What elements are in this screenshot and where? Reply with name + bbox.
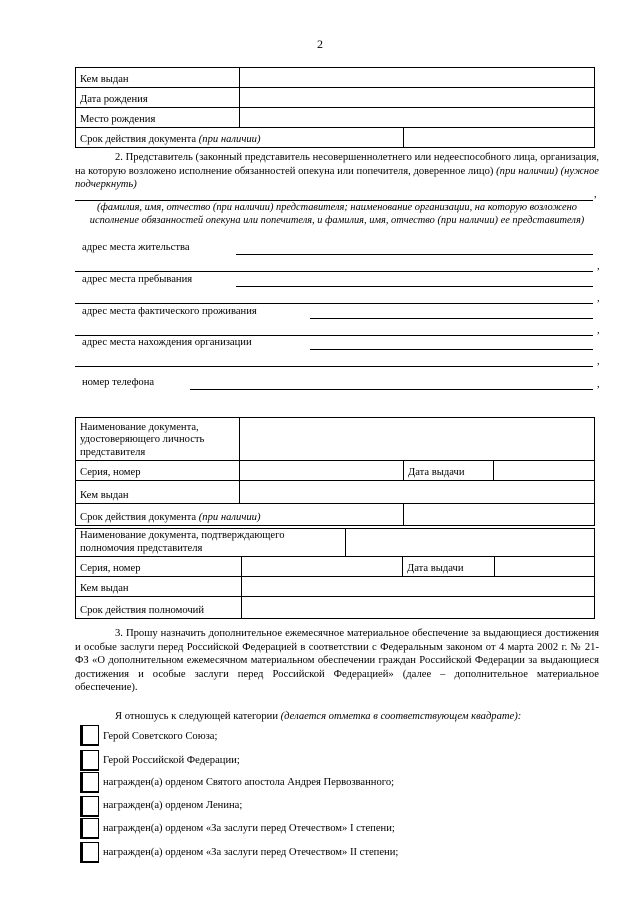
birth-place-field[interactable] bbox=[240, 108, 595, 128]
category-label-5: награжден(а) орденом «За заслуги перед Отечеством» I степени; bbox=[103, 823, 395, 834]
comma: , bbox=[597, 379, 600, 390]
applicant-document-table bbox=[75, 67, 595, 148]
address-org-line[interactable] bbox=[310, 349, 593, 350]
category-label-6: награжден(а) орденом «За заслуги перед Отечеством» II степени; bbox=[103, 847, 399, 858]
authority-issue-date-label: Дата выдачи bbox=[403, 557, 495, 577]
birth-place-label: Место рождения bbox=[76, 108, 240, 128]
page-number: 2 bbox=[317, 37, 323, 51]
category-intro: Я отношусь к следующей категории (делается отметка в соответствующем квадрате): bbox=[115, 711, 522, 722]
section-2-text: 2. Представитель (законный представитель несовершеннолетнего или недееспособного лица, организация, на которую возложено исполнение обязанностей опекуна или попечителя, доверенное лицо) (при наличии) (нужное подчеркнуть) bbox=[75, 152, 599, 190]
authority-issue-date-field[interactable] bbox=[495, 557, 595, 577]
issued-by-label: Кем выдан bbox=[76, 68, 240, 88]
address-org-line-2[interactable] bbox=[75, 366, 593, 367]
authority-issued-by-label: Кем выдан bbox=[76, 577, 242, 597]
phone-label: номер телефона bbox=[82, 377, 155, 388]
rep-issue-date-label: Дата выдачи bbox=[404, 461, 494, 481]
rep-issued-by-field[interactable] bbox=[240, 481, 595, 504]
category-label-4: награжден(а) орденом Ленина; bbox=[103, 800, 243, 811]
category-label-2: Герой Российской Федерации; bbox=[103, 755, 240, 766]
category-checkbox-3[interactable] bbox=[80, 772, 99, 793]
address-residence-line[interactable] bbox=[236, 254, 593, 255]
category-label-3: награжден(а) орденом Святого апостола Андрея Первозванного; bbox=[103, 777, 395, 788]
comma: , bbox=[597, 356, 600, 367]
rep-series-label: Серия, номер bbox=[76, 461, 240, 481]
address-actual-label: адрес места фактического проживания bbox=[82, 306, 257, 317]
rep-issue-date-field[interactable] bbox=[494, 461, 595, 481]
authority-validity-label: Срок действия полномочий bbox=[76, 597, 242, 619]
birth-date-field[interactable] bbox=[240, 88, 595, 108]
authority-validity-field[interactable] bbox=[242, 597, 595, 619]
address-stay-line[interactable] bbox=[236, 286, 593, 287]
address-residence-label: адрес места жительства bbox=[82, 242, 190, 253]
rep-series-field[interactable] bbox=[240, 461, 404, 481]
issued-by-field[interactable] bbox=[240, 68, 595, 88]
validity-field[interactable] bbox=[404, 128, 595, 148]
authority-doc-name-field[interactable] bbox=[346, 529, 595, 557]
rep-validity-label: Срок действия документа (при наличии) bbox=[76, 504, 404, 526]
address-stay-line-2[interactable] bbox=[75, 303, 593, 304]
address-actual-line[interactable] bbox=[310, 318, 593, 319]
authority-doc-name-label: Наименование документа, подтверждающего полномочия представителя bbox=[76, 529, 346, 557]
representative-document-table bbox=[75, 417, 595, 526]
comma: , bbox=[594, 189, 597, 200]
category-checkbox-2[interactable] bbox=[80, 750, 99, 771]
rep-issued-by-label: Кем выдан bbox=[76, 481, 240, 504]
address-actual-line-2[interactable] bbox=[75, 335, 593, 336]
comma: , bbox=[597, 261, 600, 272]
phone-line[interactable] bbox=[190, 389, 593, 390]
validity-label: Срок действия документа (при наличии) bbox=[76, 128, 404, 148]
representative-name-line[interactable] bbox=[75, 200, 593, 201]
category-checkbox-1[interactable] bbox=[80, 725, 99, 746]
rep-doc-name-label: Наименование документа, удостоверяющего личность представителя bbox=[76, 418, 240, 461]
category-label-1: Герой Советского Союза; bbox=[103, 731, 218, 742]
authority-series-label: Серия, номер bbox=[76, 557, 242, 577]
section-3-text: 3. Прошу назначить дополнительное ежемесячное материальное обеспечение за выдающиеся достижения и особые заслуги перед Российской Федерацией в соответствии с Федеральным законом от 4 марта 2002 г. № 21-ФЗ «О дополнительном ежемесячном материальном обеспечении граждан Российской Федерации за выдающиеся достижения и особые заслуги перед Российской Федерацией» (далее – дополнительное материальное обеспечение). bbox=[75, 628, 599, 693]
representative-caption: (фамилия, имя, отчество (при наличии) представителя; наименование организации, на которую возложено исполнение обязанностей опекуна или попечителя, и фамилия, имя, отчество (при наличии) ее представителя) bbox=[89, 202, 585, 226]
address-org-label: адрес места нахождения организации bbox=[82, 337, 252, 348]
category-checkbox-4[interactable] bbox=[80, 796, 99, 817]
category-checkbox-6[interactable] bbox=[80, 842, 99, 863]
rep-doc-name-field[interactable] bbox=[240, 418, 595, 461]
authority-series-field[interactable] bbox=[242, 557, 403, 577]
comma: , bbox=[597, 325, 600, 336]
authority-document-table bbox=[75, 528, 595, 619]
authority-issued-by-field[interactable] bbox=[242, 577, 595, 597]
address-residence-line-2[interactable] bbox=[75, 271, 593, 272]
address-stay-label: адрес места пребывания bbox=[82, 274, 193, 285]
rep-validity-field[interactable] bbox=[404, 504, 595, 526]
category-checkbox-5[interactable] bbox=[80, 818, 99, 839]
comma: , bbox=[597, 293, 600, 304]
birth-date-label: Дата рождения bbox=[76, 88, 240, 108]
